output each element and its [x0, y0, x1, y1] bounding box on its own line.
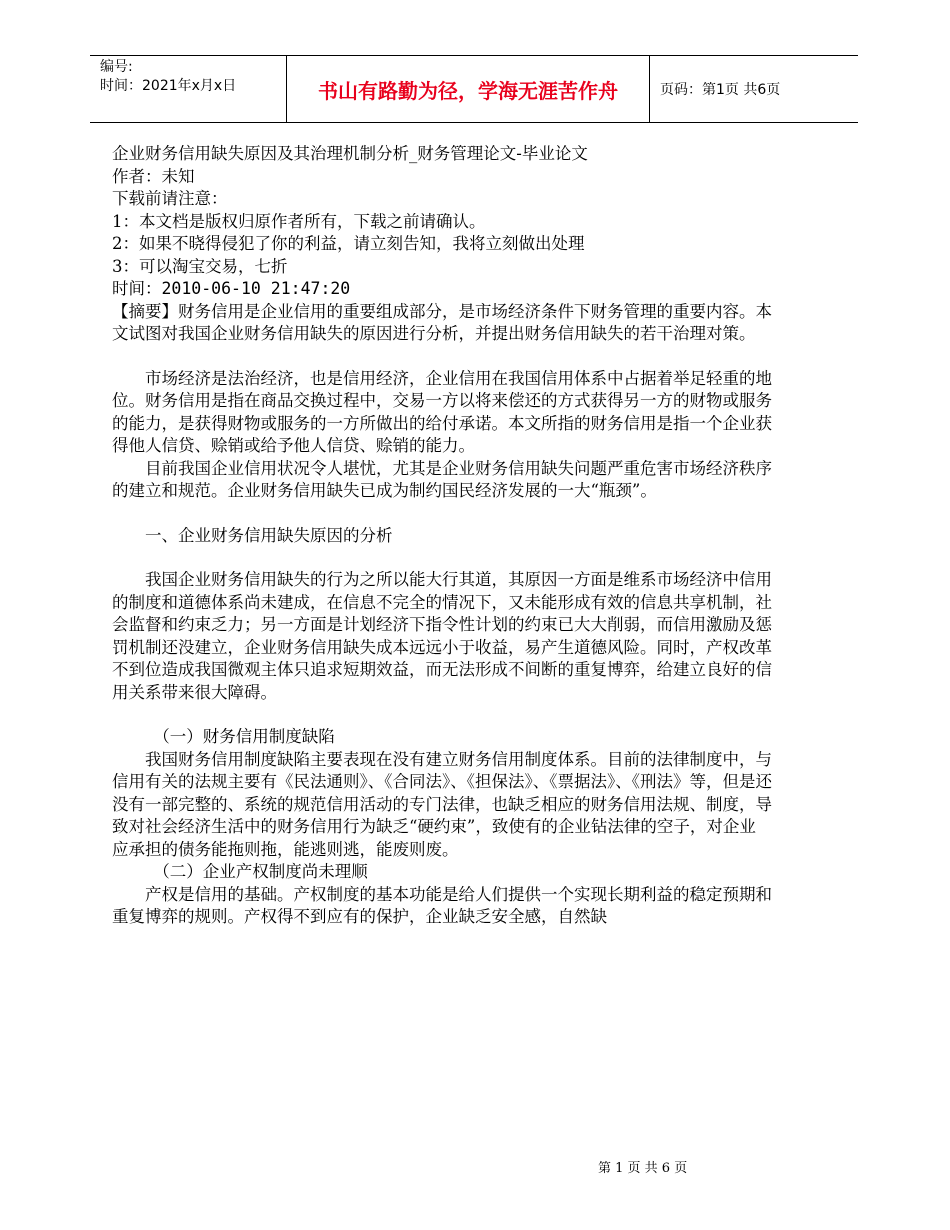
- header-info: [90, 56, 286, 122]
- paragraph-2: 目前我国企业信用状况令人堪忧，尤其是企业财务信用缺失问题严重危害市场经济秩序的建立和规范。企业财务信用缺失已成为制约国民经济发展的一大“瓶颈”。: [112, 458, 772, 500]
- spacer: [112, 547, 772, 569]
- header-motto: 书山有路勤为径，学海无涯苦作舟: [286, 56, 650, 122]
- notice-heading: 下载前请注意：: [112, 189, 228, 208]
- spacer: [112, 346, 772, 368]
- paragraph-4: 我国财务信用制度缺陷主要表现在没有建立财务信用制度体系。目前的法律制度中，与信用有关的法规主要有《民法通则》、《合同法》、《担保法》、《票据法》、《刑法》等，但是还没有一部完整的、系统的规范信用活动的专门法律，也缺乏相应的财务信用法规、制度，导致对社会经济生活中的财务信用行为缺乏“硬约束”，致使有的企业钻法律的空子，对企业应承担的债务能拖则拖，能逃则逃，能废则废。: [112, 749, 772, 859]
- header-page-info: 页码：第1页 共6页: [660, 82, 781, 98]
- paragraph-3: 我国企业财务信用缺失的行为之所以能大行其道，其原因一方面是维系市场经济中信用的制度和道德体系尚未建成，在信息不完全的情况下，又未能形成有效的信息共享机制，社会监督和约束乏力；另一方面是计划经济下指令性计划的约束已大大削弱，而信用激励及惩罚机制还没建立，企业财务信用缺失成本远远小于收益，易产生道德风险。同时，产权改革不到位造成我国微观主体只追求短期效益，而无法形成不间断的重复博弈，给建立良好的信用关系带来很大障碍。: [112, 570, 772, 702]
- header-time-label: 时间：2021年x月x日: [100, 78, 237, 94]
- notice-item-1: 1：本文档是版权归原作者所有，下载之前请确认。: [112, 211, 486, 231]
- document-time: 时间：2010-06-10 21:47:20: [112, 279, 351, 298]
- notice-item-2: 2：如果不晓得侵犯了你的利益，请立刻告知，我将立刻做出处理: [112, 234, 585, 253]
- paragraph-5: 产权是信用的基础。产权制度的基本功能是给人们提供一个实现长期利益的稳定预期和重复博弈的规则。产权得不到应有的保护，企业缺乏安全感，自然缺: [112, 884, 772, 926]
- subsection-heading-1: （一）财务信用制度缺陷: [153, 727, 335, 746]
- page-footer: 第 1 页 共 6 页: [598, 1161, 688, 1176]
- page-header: [90, 55, 858, 123]
- section-heading-1: 一、企业财务信用缺失原因的分析: [145, 525, 393, 545]
- abstract: 【摘要】财务信用是企业信用的重要组成部分，是市场经济条件下财务管理的重要内容。本文试图对我国企业财务信用缺失的原因进行分析，并提出财务信用缺失的若干治理对策。: [112, 301, 772, 343]
- document-body: [112, 143, 772, 929]
- notice-item-3: 3：可以淘宝交易，七折: [112, 256, 288, 276]
- spacer: [112, 503, 772, 525]
- document-title: 企业财务信用缺失原因及其治理机制分析_财务管理论文-毕业论文: [112, 144, 588, 163]
- header-number-label: 编号:: [100, 59, 133, 75]
- spacer: [112, 704, 772, 726]
- document-author: 作者：未知: [112, 166, 195, 186]
- subsection-heading-2: （二）企业产权制度尚未理顺: [153, 862, 368, 881]
- paragraph-1: 市场经济是法治经济，也是信用经济，企业信用在我国信用体系中占据着举足轻重的地位。财务信用是指在商品交换过程中，交易一方以将来偿还的方式获得另一方的财物或服务的能力，是获得财物或服务的一方所做出的给付承诺。本文所指的财务信用是指一个企业获得他人信贷、赊销或给予他人信贷、赊销的能力。: [112, 368, 772, 455]
